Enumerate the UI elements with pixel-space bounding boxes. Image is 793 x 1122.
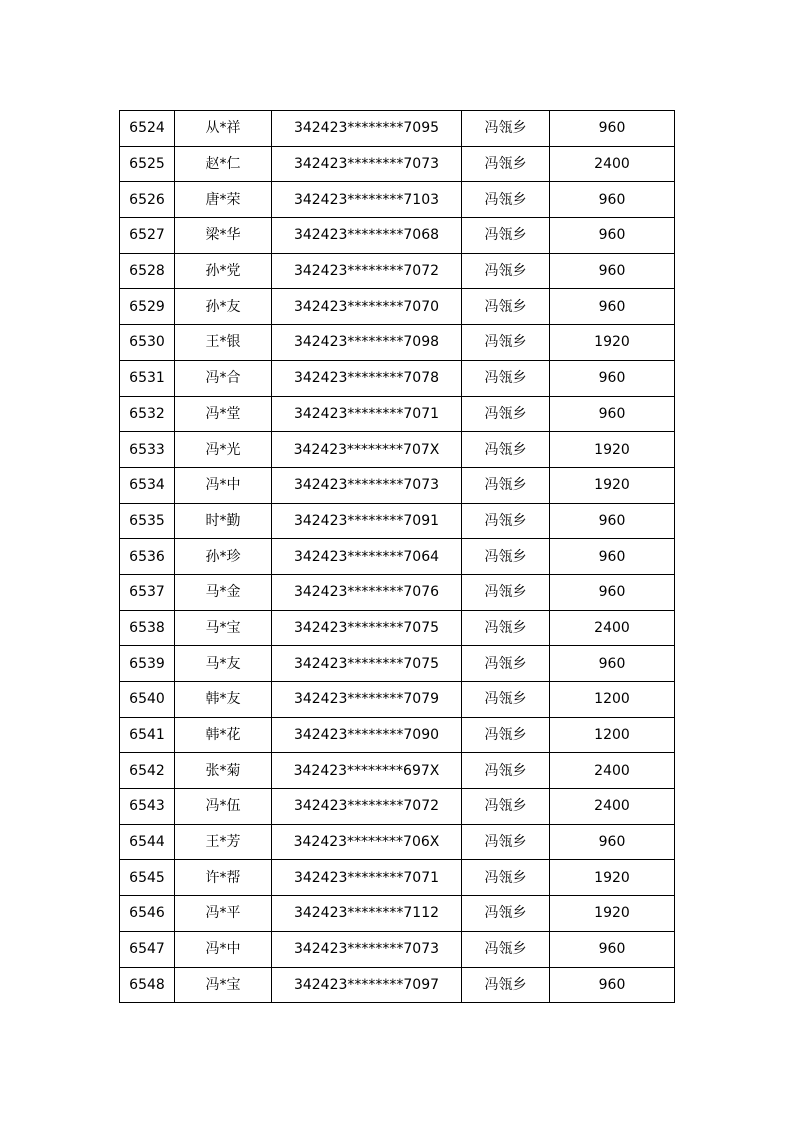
- row-number-cell: 6548: [120, 967, 175, 1003]
- name-cell: 冯*宝: [175, 967, 272, 1003]
- township-cell: 冯瓴乡: [462, 610, 550, 646]
- row-number-cell: 6547: [120, 931, 175, 967]
- amount-cell: 960: [550, 931, 675, 967]
- amount-cell: 960: [550, 396, 675, 432]
- name-cell: 冯*堂: [175, 396, 272, 432]
- township-cell: 冯瓴乡: [462, 967, 550, 1003]
- amount-cell: 960: [550, 360, 675, 396]
- row-number-cell: 6542: [120, 753, 175, 789]
- township-cell: 冯瓴乡: [462, 503, 550, 539]
- amount-cell: 960: [550, 111, 675, 147]
- row-number-cell: 6545: [120, 860, 175, 896]
- township-cell: 冯瓴乡: [462, 896, 550, 932]
- row-number-cell: 6528: [120, 253, 175, 289]
- amount-cell: 960: [550, 574, 675, 610]
- id-number-cell: 342423********7097: [272, 967, 462, 1003]
- id-number-cell: 342423********7090: [272, 717, 462, 753]
- township-cell: 冯瓴乡: [462, 824, 550, 860]
- id-number-cell: 342423********7078: [272, 360, 462, 396]
- row-number-cell: 6536: [120, 539, 175, 575]
- township-cell: 冯瓴乡: [462, 753, 550, 789]
- row-number-cell: 6538: [120, 610, 175, 646]
- township-cell: 冯瓴乡: [462, 646, 550, 682]
- row-number-cell: 6527: [120, 218, 175, 254]
- amount-cell: 1920: [550, 325, 675, 361]
- id-number-cell: 342423********7073: [272, 467, 462, 503]
- name-cell: 冯*光: [175, 432, 272, 468]
- amount-cell: 2400: [550, 146, 675, 182]
- id-number-cell: 342423********706X: [272, 824, 462, 860]
- amount-cell: 960: [550, 503, 675, 539]
- amount-cell: 960: [550, 824, 675, 860]
- table-row: [120, 717, 675, 753]
- id-number-cell: 342423********7073: [272, 146, 462, 182]
- table-row: [120, 360, 675, 396]
- roster-table-body: [120, 111, 675, 1003]
- township-cell: 冯瓴乡: [462, 218, 550, 254]
- row-number-cell: 6530: [120, 325, 175, 361]
- name-cell: 王*银: [175, 325, 272, 361]
- id-number-cell: 342423********7073: [272, 931, 462, 967]
- table-row: [120, 325, 675, 361]
- name-cell: 马*宝: [175, 610, 272, 646]
- table-row: [120, 539, 675, 575]
- row-number-cell: 6524: [120, 111, 175, 147]
- id-number-cell: 342423********7103: [272, 182, 462, 218]
- township-cell: 冯瓴乡: [462, 789, 550, 825]
- id-number-cell: 342423********7091: [272, 503, 462, 539]
- township-cell: 冯瓴乡: [462, 432, 550, 468]
- table-row: [120, 503, 675, 539]
- amount-cell: 960: [550, 967, 675, 1003]
- township-cell: 冯瓴乡: [462, 682, 550, 718]
- row-number-cell: 6525: [120, 146, 175, 182]
- township-cell: 冯瓴乡: [462, 182, 550, 218]
- township-cell: 冯瓴乡: [462, 111, 550, 147]
- amount-cell: 1200: [550, 717, 675, 753]
- amount-cell: 1920: [550, 432, 675, 468]
- table-row: [120, 182, 675, 218]
- table-row: [120, 931, 675, 967]
- amount-cell: 960: [550, 539, 675, 575]
- row-number-cell: 6546: [120, 896, 175, 932]
- table-row: [120, 146, 675, 182]
- id-number-cell: 342423********7075: [272, 646, 462, 682]
- name-cell: 孙*珍: [175, 539, 272, 575]
- township-cell: 冯瓴乡: [462, 289, 550, 325]
- name-cell: 冯*合: [175, 360, 272, 396]
- township-cell: 冯瓴乡: [462, 860, 550, 896]
- township-cell: 冯瓴乡: [462, 574, 550, 610]
- name-cell: 从*祥: [175, 111, 272, 147]
- row-number-cell: 6533: [120, 432, 175, 468]
- amount-cell: 2400: [550, 789, 675, 825]
- name-cell: 赵*仁: [175, 146, 272, 182]
- table-row: [120, 896, 675, 932]
- amount-cell: 2400: [550, 610, 675, 646]
- id-number-cell: 342423********697X: [272, 753, 462, 789]
- id-number-cell: 342423********7068: [272, 218, 462, 254]
- name-cell: 韩*花: [175, 717, 272, 753]
- row-number-cell: 6526: [120, 182, 175, 218]
- table-row: [120, 432, 675, 468]
- row-number-cell: 6534: [120, 467, 175, 503]
- table-row: [120, 824, 675, 860]
- amount-cell: 1920: [550, 896, 675, 932]
- name-cell: 冯*平: [175, 896, 272, 932]
- id-number-cell: 342423********7072: [272, 789, 462, 825]
- name-cell: 冯*中: [175, 467, 272, 503]
- name-cell: 唐*荣: [175, 182, 272, 218]
- amount-cell: 960: [550, 289, 675, 325]
- township-cell: 冯瓴乡: [462, 146, 550, 182]
- name-cell: 冯*伍: [175, 789, 272, 825]
- row-number-cell: 6535: [120, 503, 175, 539]
- township-cell: 冯瓴乡: [462, 467, 550, 503]
- table-row: [120, 218, 675, 254]
- id-number-cell: 342423********7071: [272, 396, 462, 432]
- amount-cell: 1200: [550, 682, 675, 718]
- name-cell: 梁*华: [175, 218, 272, 254]
- table-row: [120, 967, 675, 1003]
- amount-cell: 960: [550, 253, 675, 289]
- table-row: [120, 574, 675, 610]
- township-cell: 冯瓴乡: [462, 717, 550, 753]
- name-cell: 马*金: [175, 574, 272, 610]
- name-cell: 许*帮: [175, 860, 272, 896]
- township-cell: 冯瓴乡: [462, 325, 550, 361]
- name-cell: 孙*友: [175, 289, 272, 325]
- amount-cell: 2400: [550, 753, 675, 789]
- township-cell: 冯瓴乡: [462, 253, 550, 289]
- id-number-cell: 342423********7075: [272, 610, 462, 646]
- id-number-cell: 342423********7079: [272, 682, 462, 718]
- amount-cell: 1920: [550, 467, 675, 503]
- id-number-cell: 342423********7071: [272, 860, 462, 896]
- table-row: [120, 646, 675, 682]
- table-row: [120, 111, 675, 147]
- table-row: [120, 467, 675, 503]
- id-number-cell: 342423********7076: [272, 574, 462, 610]
- table-row: [120, 396, 675, 432]
- amount-cell: 960: [550, 182, 675, 218]
- amount-cell: 1920: [550, 860, 675, 896]
- id-number-cell: 342423********7072: [272, 253, 462, 289]
- row-number-cell: 6541: [120, 717, 175, 753]
- amount-cell: 960: [550, 218, 675, 254]
- id-number-cell: 342423********7064: [272, 539, 462, 575]
- table-row: [120, 289, 675, 325]
- row-number-cell: 6543: [120, 789, 175, 825]
- row-number-cell: 6532: [120, 396, 175, 432]
- name-cell: 时*勤: [175, 503, 272, 539]
- township-cell: 冯瓴乡: [462, 396, 550, 432]
- amount-cell: 960: [550, 646, 675, 682]
- table-row: [120, 860, 675, 896]
- row-number-cell: 6540: [120, 682, 175, 718]
- name-cell: 孙*党: [175, 253, 272, 289]
- id-number-cell: 342423********707X: [272, 432, 462, 468]
- name-cell: 王*芳: [175, 824, 272, 860]
- row-number-cell: 6537: [120, 574, 175, 610]
- name-cell: 张*菊: [175, 753, 272, 789]
- roster-table: [119, 110, 675, 1003]
- row-number-cell: 6531: [120, 360, 175, 396]
- id-number-cell: 342423********7098: [272, 325, 462, 361]
- row-number-cell: 6539: [120, 646, 175, 682]
- township-cell: 冯瓴乡: [462, 539, 550, 575]
- township-cell: 冯瓴乡: [462, 360, 550, 396]
- table-row: [120, 610, 675, 646]
- table-row: [120, 753, 675, 789]
- name-cell: 冯*中: [175, 931, 272, 967]
- township-cell: 冯瓴乡: [462, 931, 550, 967]
- id-number-cell: 342423********7070: [272, 289, 462, 325]
- name-cell: 马*友: [175, 646, 272, 682]
- table-row: [120, 682, 675, 718]
- row-number-cell: 6529: [120, 289, 175, 325]
- row-number-cell: 6544: [120, 824, 175, 860]
- id-number-cell: 342423********7112: [272, 896, 462, 932]
- name-cell: 韩*友: [175, 682, 272, 718]
- table-row: [120, 789, 675, 825]
- id-number-cell: 342423********7095: [272, 111, 462, 147]
- table-row: [120, 253, 675, 289]
